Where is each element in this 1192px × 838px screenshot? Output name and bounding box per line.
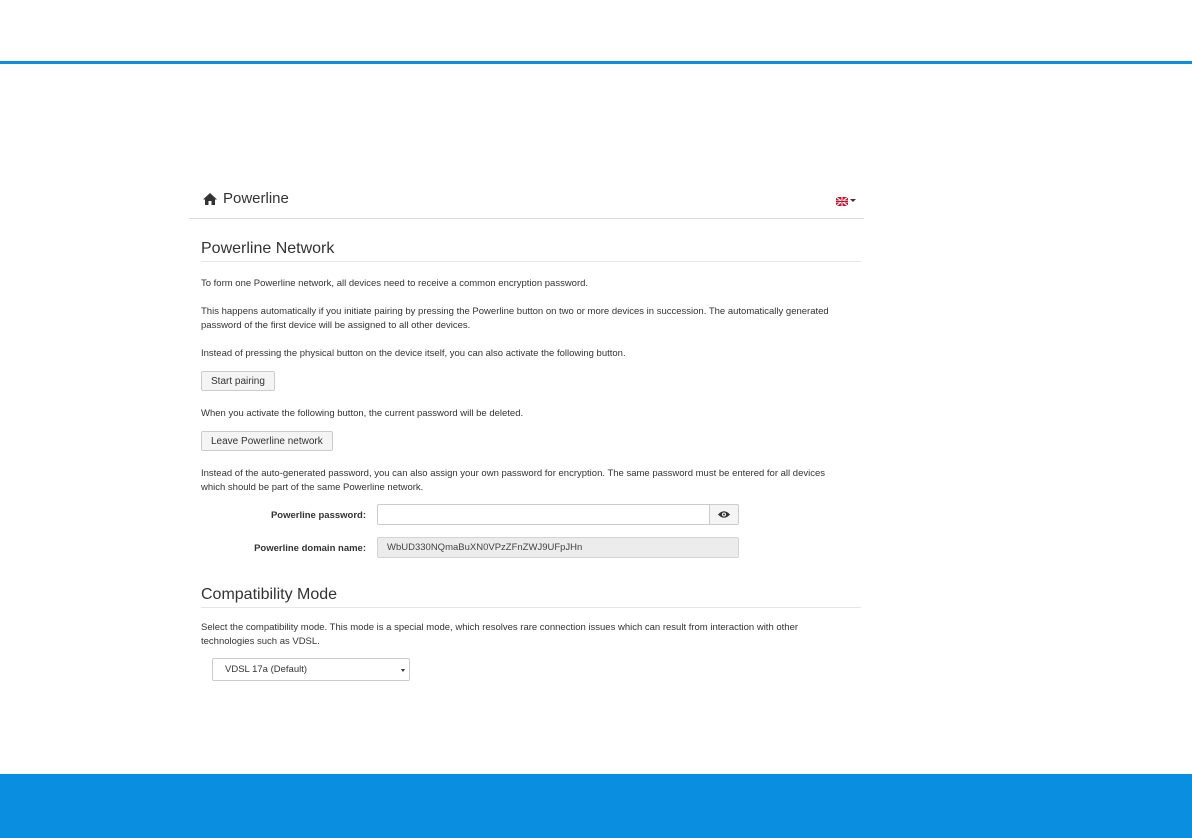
home-icon[interactable] [203, 192, 217, 204]
compatibility-description: Select the compatibility mode. This mode is a special mode, which resolves rare connection issues which can result from interaction with other technologies such as VDSL. [201, 622, 799, 647]
password-input[interactable] [377, 504, 710, 525]
uk-flag-icon[interactable] [836, 193, 848, 202]
leave-hint-text: When you activate the following button, the current password will be deleted. [201, 408, 524, 419]
compatibility-mode-select[interactable] [212, 658, 410, 681]
eye-icon [718, 510, 730, 519]
leave-network-button[interactable]: Leave Powerline network [201, 431, 333, 451]
app-header [189, 181, 864, 219]
bottom-accent-band [0, 774, 1192, 838]
domain-name-label: Powerline domain name: [254, 543, 366, 554]
brand-title[interactable]: Powerline [223, 190, 289, 207]
show-password-button[interactable] [709, 504, 739, 525]
domain-name-field: WbUD330NQmaBuXN0VPzZFnZWJ9UFpJHn [377, 537, 739, 558]
compatibility-mode-value: VDSL 17a (Default) [225, 664, 308, 675]
auto-pairing-text: This happens automatically if you initiate pairing by pressing the Powerline button on two or more devices in succession. The automatically generated password of the first device will be assigned to all other devices. [201, 306, 829, 331]
own-password-text: Instead of the auto-generated password, you can also assign your own password for encryption. The same password must be entered for all devices which should be part of the same Powerline network. [201, 468, 826, 493]
top-accent-rule [0, 61, 1192, 64]
intro-text: To form one Powerline network, all devices need to receive a common encryption password. [201, 278, 589, 289]
powerline-network-title: Powerline Network [201, 240, 861, 262]
button-hint-text: Instead of pressing the physical button on the device itself, you can also activate the following button. [201, 348, 626, 359]
compatibility-mode-title: Compatibility Mode [201, 586, 861, 608]
language-dropdown-caret-icon[interactable] [850, 199, 856, 202]
start-pairing-button[interactable]: Start pairing [201, 371, 275, 391]
chevron-down-icon [401, 669, 405, 672]
password-label: Powerline password: [270, 510, 366, 521]
